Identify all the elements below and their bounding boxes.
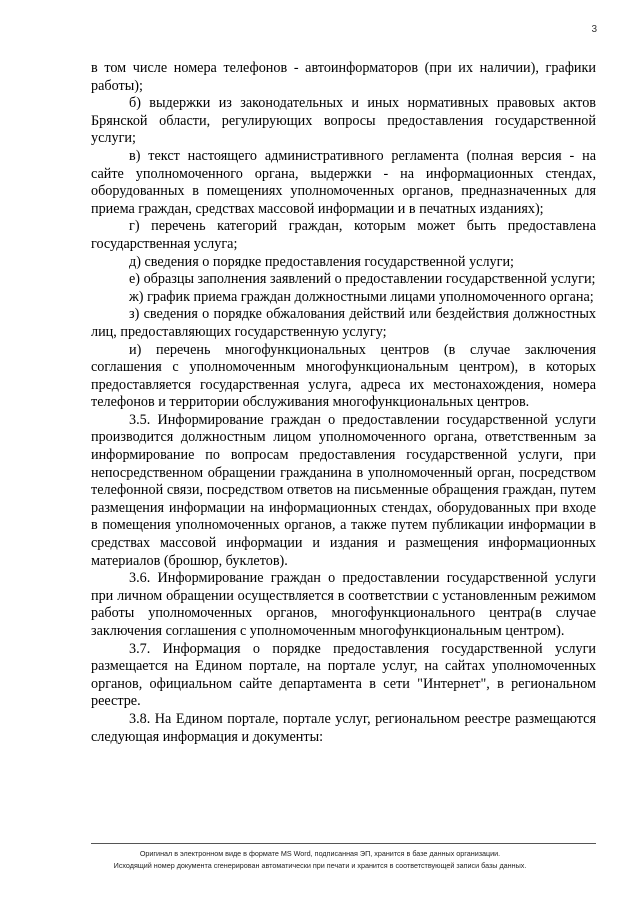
footer-note-original: Оригинал в электронном виде в формате MS Word, подписанная ЭП, хранится в базе данных организации. — [139, 849, 501, 858]
paragraph: г) перечень категорий граждан, которым может быть предоставлена государственная услуга; — [91, 218, 596, 252]
paragraph: д) сведения о порядке предоставления государственной услуги; — [129, 253, 514, 270]
page-number: 3 — [591, 24, 597, 35]
paragraph: 3.7. Информация о порядке предоставления государственной услуги размещается на Едином портале, на портале услуг, на сайтах уполномоченных органов, официальном сайте департамента в сети "Интернет", в региональном реестре. — [91, 640, 596, 710]
paragraph: в том числе номера телефонов - автоинформаторов (при их наличии), графики работы); — [91, 60, 596, 94]
page-footer — [60, 848, 580, 872]
paragraph: в) текст настоящего административного регламента (полная версия - на сайте уполномоченного органа, выдержки - на информационных стендах, оборудованных в помещениях уполномоченных органов, предназначенных для приема граждан, средствах массовой информации и в печатных изданиях); — [91, 147, 596, 217]
paragraph: 3.6. Информирование граждан о предоставлении государственной услуги при личном обращении осуществляется в соответствии с установленным режимом работы уполномоченных органов, многофункционального центра(в случае заключения соглашения с уполномоченным многофункциональным центром). — [91, 570, 596, 639]
paragraph: б) выдержки из законодательных и иных нормативных правовых актов Брянской области, регулирующих вопросы предоставления государственной услуги; — [91, 95, 596, 147]
paragraph: и) перечень многофункциональных центров (в случае заключения соглашения с уполномоченным многофункциональным центром), в которых предоставляется государственная услуга, адреса их местонахождения, номера телефонов и территории обслуживания многофункциональных центров. — [91, 341, 596, 411]
document-body — [91, 60, 596, 746]
paragraph: е) образцы заполнения заявлений о предоставлении государственной услуги; — [129, 271, 596, 288]
footer-divider — [91, 843, 596, 844]
paragraph: ж) график приема граждан должностными лицами уполномоченного органа; — [129, 288, 594, 305]
paragraph: з) сведения о порядке обжалования действий или бездействия должностных лиц, предоставляющих государственную услугу; — [91, 306, 596, 340]
paragraph: 3.8. На Едином портале, портале услуг, региональном реестре размещаются следующая информация и документы: — [91, 710, 596, 745]
footer-note-number: Исходящий номер документа сгенерирован автоматически при печати и хранится в соответствующей записи базы данных. — [113, 861, 527, 870]
paragraph: 3.5. Информирование граждан о предоставлении государственной услуги производится должностным лицом уполномоченного органа, ответственным за информирование по вопросам предоставления государственной услуги, при непосредственном обращении гражданина в уполномоченный орган, посредством телефонной связи, посредством ответов на письменные обращения граждан, путем размещения информации на информационных стендах, оборудованных при входе в помещения уполномоченных органов, а также путем публикации информации в средствах массовой информации и издания и размещения информационных материалов (брошюр, буклетов). — [91, 411, 596, 569]
